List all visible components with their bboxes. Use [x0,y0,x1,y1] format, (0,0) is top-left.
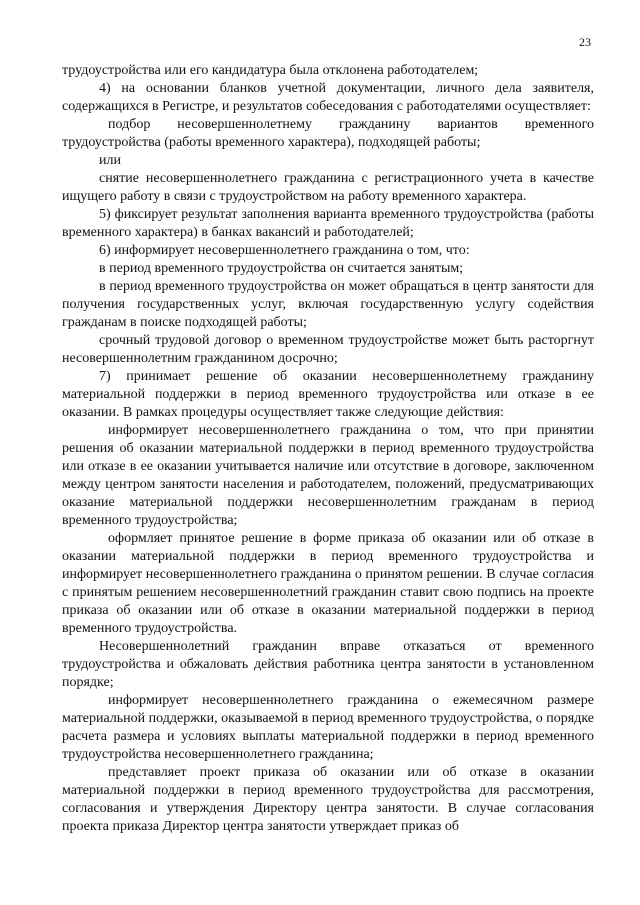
page-number: 23 [579,35,591,49]
paragraph-item-5: 5) фиксирует результат заполнения варианта временного трудоустройства (работы временного характера) в банках вакансий и работодателей; [62,207,594,240]
paragraph-deregistration: снятие несовершеннолетнего гражданина с регистрационного учета в качестве ищущего работу в связи с трудоустройством на работу временного характера. [62,171,594,204]
paragraph-continuation: трудоустройства или его кандидатура была отклонена работодателем; [62,63,479,78]
paragraph-employed: в период временного трудоустройства он считается занятым; [99,261,464,276]
paragraph-item-4: 4) на основании бланков учетной документации, личного дела заявителя, содержащихся в Регистре, и результатов собеседования с работодателями осуществляет: [62,81,594,114]
paragraph-informs-amount: информирует несовершеннолетнего гражданина о ежемесячном размере материальной поддержки, оказываемой в период временного трудоустройства, о порядке расчета размера и условиях выплаты материальной поддержки в период временного трудоустройства несовершеннолетнего гражданина; [62,693,594,762]
paragraph-services: в период временного трудоустройства он может обращаться в центр занятости для получения государственных услуг, включая государственную услугу содействия гражданам в поиске подходящей работы; [62,279,594,330]
paragraph-right-to-refuse: Несовершеннолетний гражданин вправе отказаться от временного трудоустройства и обжаловать действия работника центра занятости в установленном порядке; [62,639,594,690]
paragraph-selection: подбор несовершеннолетнему гражданину вариантов временного трудоустройства (работы временного характера), подходящей работы; [62,117,594,150]
paragraph-order: оформляет принятое решение в форме приказа об оказании или об отказе в оказании материальной поддержки в период временного трудоустройства и информирует несовершеннолетнего гражданина о принятом решении. В случае согласия с принятым решением несовершеннолетний гражданин ставит свою подпись на проекте приказа об оказании или об отказе в оказании материальной поддержки в период временного трудоустройства. [62,531,594,636]
document-body [62,62,594,836]
paragraph-item-7: 7) принимает решение об оказании несовершеннолетнему гражданину материальной поддержки в период временного трудоустройства или отказе в ее оказании. В рамках процедуры осуществляет также следующие действия: [62,369,594,420]
paragraph-item-6: 6) информирует несовершеннолетнего гражданина о том, что: [99,243,470,258]
paragraph-informs-decision: информирует несовершеннолетнего гражданина о том, что при принятии решения об оказании материальной поддержки в период временного трудоустройства или отказе в ее оказании учитывается наличие или отсутствие в договоре, заключенном между центром занятости населения и работодателем, положений, предусматривающих оказание материальной поддержки несовершеннолетним гражданам в период временного трудоустройства; [62,423,594,528]
paragraph-draft-order: представляет проект приказа об оказании или об отказе в оказании материальной поддержки в период временного трудоустройства для рассмотрения, согласования и утверждения Директору центра занятости. В случае согласования проекта приказа Директор центра занятости утверждает приказ об [62,765,594,834]
paragraph-or: или [99,153,121,168]
paragraph-contract: срочный трудовой договор о временном трудоустройстве может быть расторгнут несовершеннолетним гражданином досрочно; [62,333,594,366]
